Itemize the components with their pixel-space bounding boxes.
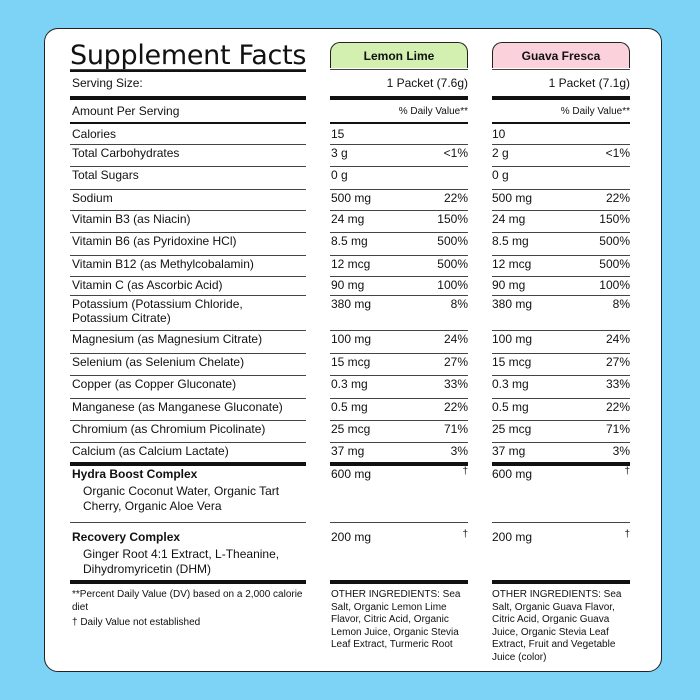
row-rule-2-col2 [492, 189, 630, 190]
footnote-daily-value: **Percent Daily Value (DV) based on a 2,000 calorie diet [72, 589, 303, 613]
row-rule-4-col1 [330, 232, 468, 233]
row-rule-12-col2 [492, 420, 630, 421]
complex-detail-0: Organic Coconut Water, Organic Tart Cherry, Organic Aloe Vera [83, 484, 280, 513]
footnote-dagger: † Daily Value not established [72, 617, 201, 628]
nutrient-name-5: Vitamin B6 (as Pyridoxine HCl) [72, 234, 237, 248]
serving-size-lemon: 1 Packet (7.6g) [386, 76, 468, 90]
amount-guava-10: 15 mcg [492, 355, 532, 369]
nutrient-name-8: Potassium (Potassium Chloride, Potassium Citrate) [72, 297, 243, 325]
serving-rule-col2 [492, 96, 630, 100]
dv-lemon-7: 100% [437, 278, 468, 292]
amount-guava-9: 100 mg [492, 332, 533, 346]
complex-rule-0-col0 [70, 522, 306, 523]
dv-guava-11: 33% [605, 377, 630, 391]
dv-header-guava: % Daily Value** [560, 106, 630, 117]
nutrient-name-4: Vitamin B3 (as Niacin) [72, 212, 191, 226]
row-rule-8-col2 [492, 330, 630, 331]
row-rule-13-col1 [330, 442, 468, 443]
amount-lemon-3: 500 mg [331, 191, 372, 205]
complex-dv-lemon-0: † [462, 466, 468, 477]
amount-lemon-7: 90 mg [331, 278, 365, 292]
amount-guava-8: 380 mg [492, 297, 533, 311]
serving-size-guava: 1 Packet (7.1g) [548, 76, 630, 90]
dv-lemon-6: 500% [437, 257, 468, 271]
amount-lemon-4: 24 mg [331, 212, 365, 226]
dv-lemon-11: 33% [443, 377, 468, 391]
row-rule-5-col2 [492, 255, 630, 256]
dv-guava-5: 500% [599, 234, 630, 248]
dv-lemon-10: 27% [443, 355, 468, 369]
dv-lemon-13: 71% [443, 422, 468, 436]
row-rule-7-col0 [70, 295, 306, 296]
dv-lemon-8: 8% [450, 297, 468, 311]
complex-rule-0-col1 [330, 522, 468, 523]
nutrient-name-7: Vitamin C (as Ascorbic Acid) [72, 278, 223, 292]
row-rule-10-col0 [70, 375, 306, 376]
row-rule-9-col2 [492, 353, 630, 354]
row-rule-9-col1 [330, 353, 468, 354]
title-underline [70, 70, 306, 72]
nutrient-name-9: Magnesium (as Magnesium Citrate) [72, 332, 263, 346]
row-rule-7-col2 [492, 295, 630, 296]
amount-guava-14: 37 mg [492, 444, 526, 458]
dv-guava-3: 22% [605, 191, 630, 205]
nutrient-name-12: Manganese (as Manganese Gluconate) [72, 400, 283, 414]
amount-lemon-11: 0.3 mg [331, 377, 368, 391]
amount-guava-6: 12 mcg [492, 257, 532, 271]
serving-rule-col1 [330, 96, 468, 100]
complex-amount-lemon-1: 200 mg [331, 530, 372, 544]
amount-lemon-14: 37 mg [331, 444, 365, 458]
row-rule-0-col1 [330, 144, 468, 145]
complex-name-1: Recovery Complex [72, 530, 181, 544]
row-rule-10-col1 [330, 375, 468, 376]
row-rule-2-col0 [70, 189, 306, 190]
complex-name-0: Hydra Boost Complex [72, 467, 198, 481]
amount-lemon-12: 0.5 mg [331, 400, 368, 414]
nutrient-name-1: Total Carbohydrates [72, 146, 180, 160]
row-rule-11-col1 [330, 398, 468, 399]
row-rule-6-col1 [330, 276, 468, 277]
row-rule-3-col1 [330, 210, 468, 211]
serving-size-label: Serving Size: [72, 76, 143, 90]
dv-guava-14: 3% [612, 444, 630, 458]
dv-guava-12: 22% [605, 400, 630, 414]
amount-guava-11: 0.3 mg [492, 377, 529, 391]
pill-base-rule-col1 [330, 69, 468, 70]
complex-dv-guava-0: † [624, 466, 630, 477]
row-rule-13-col0 [70, 442, 306, 443]
amount-lemon-10: 15 mcg [331, 355, 371, 369]
amount-guava-0: 10 [492, 127, 506, 141]
dv-guava-13: 71% [605, 422, 630, 436]
dv-lemon-5: 500% [437, 234, 468, 248]
complex-amount-guava-1: 200 mg [492, 530, 533, 544]
complex-amount-guava-0: 600 mg [492, 467, 533, 481]
amount-lemon-9: 100 mg [331, 332, 372, 346]
row-rule-0-col2 [492, 144, 630, 145]
amount-rule-col2 [492, 122, 630, 124]
row-rule-11-col0 [70, 398, 306, 399]
complex-rule-1-col0 [70, 580, 306, 584]
nutrient-name-10: Selenium (as Selenium Chelate) [72, 355, 245, 369]
serving-rule-col0 [70, 96, 306, 100]
complex-rule-1-col2 [492, 580, 630, 584]
row-rule-12-col0 [70, 420, 306, 421]
row-rule-6-col2 [492, 276, 630, 277]
row-rule-1-col0 [70, 166, 306, 167]
other-ingredients-lemon: OTHER INGREDIENTS: Sea Salt, Organic Lemon Lime Flavor, Citric Acid, Organic Lemon Juice, Organic Stevia Leaf Extract, Turmeric Root [331, 589, 461, 650]
dv-lemon-12: 22% [443, 400, 468, 414]
row-rule-7-col1 [330, 295, 468, 296]
dv-lemon-4: 150% [437, 212, 468, 226]
row-rule-1-col2 [492, 166, 630, 167]
nutrient-name-13: Chromium (as Chromium Picolinate) [72, 422, 266, 436]
row-rule-13-col2 [492, 442, 630, 443]
product-tab-lemon-lime: Lemon Lime [330, 42, 468, 68]
dv-guava-4: 150% [599, 212, 630, 226]
dv-guava-8: 8% [612, 297, 630, 311]
row-rule-1-col1 [330, 166, 468, 167]
amount-lemon-0: 15 [331, 127, 345, 141]
dv-lemon-9: 24% [443, 332, 468, 346]
amount-lemon-8: 380 mg [331, 297, 372, 311]
row-rule-5-col0 [70, 255, 306, 256]
complex-rule-0-col2 [492, 522, 630, 523]
amount-lemon-5: 8.5 mg [331, 234, 368, 248]
other-ingredients-guava: OTHER INGREDIENTS: Sea Salt, Organic Guava Flavor, Citric Acid, Organic Guava Juice, Organic Stevia Leaf Extract, Fruit and Vegetable Juice (color) [492, 589, 622, 663]
nutrient-name-3: Sodium [72, 191, 113, 205]
row-rule-12-col1 [330, 420, 468, 421]
row-rule-6-col0 [70, 276, 306, 277]
amount-rule-col0 [70, 122, 306, 124]
dv-guava-1: <1% [605, 146, 630, 160]
dv-header-lemon: % Daily Value** [398, 106, 468, 117]
dv-lemon-3: 22% [443, 191, 468, 205]
dv-guava-10: 27% [605, 355, 630, 369]
amount-guava-5: 8.5 mg [492, 234, 529, 248]
amount-per-serving-label: Amount Per Serving [72, 104, 180, 118]
amount-guava-4: 24 mg [492, 212, 526, 226]
complex-amount-lemon-0: 600 mg [331, 467, 372, 481]
row-rule-14-col0 [70, 462, 306, 466]
complex-rule-1-col1 [330, 580, 468, 584]
amount-guava-7: 90 mg [492, 278, 526, 292]
complex-detail-1: Ginger Root 4:1 Extract, L-Theanine, Dihydromyricetin (DHM) [83, 547, 280, 576]
amount-rule-col1 [330, 122, 468, 124]
nutrient-name-11: Copper (as Copper Gluconate) [72, 377, 237, 391]
row-rule-0-col0 [70, 144, 306, 145]
nutrient-name-6: Vitamin B12 (as Methylcobalamin) [72, 257, 254, 271]
row-rule-8-col0 [70, 330, 306, 331]
row-rule-4-col0 [70, 232, 306, 233]
amount-lemon-2: 0 g [331, 168, 348, 182]
amount-guava-13: 25 mcg [492, 422, 532, 436]
product-tab-guava-fresca: Guava Fresca [492, 42, 630, 68]
amount-guava-2: 0 g [492, 168, 509, 182]
row-rule-4-col2 [492, 232, 630, 233]
pill-base-rule-col2 [492, 69, 630, 70]
dv-guava-9: 24% [605, 332, 630, 346]
row-rule-11-col2 [492, 398, 630, 399]
amount-guava-1: 2 g [492, 146, 509, 160]
row-rule-3-col2 [492, 210, 630, 211]
complex-dv-lemon-1: † [462, 529, 468, 540]
row-rule-3-col0 [70, 210, 306, 211]
dv-guava-7: 100% [599, 278, 630, 292]
complex-dv-guava-1: † [624, 529, 630, 540]
row-rule-8-col1 [330, 330, 468, 331]
amount-lemon-6: 12 mcg [331, 257, 371, 271]
row-rule-2-col1 [330, 189, 468, 190]
nutrient-name-2: Total Sugars [72, 168, 139, 182]
page-title: Supplement Facts [70, 40, 307, 71]
row-rule-10-col2 [492, 375, 630, 376]
amount-guava-3: 500 mg [492, 191, 533, 205]
dv-lemon-1: <1% [443, 146, 468, 160]
pill-base-rule-col0 [70, 69, 306, 70]
amount-lemon-13: 25 mcg [331, 422, 371, 436]
dv-lemon-14: 3% [450, 444, 468, 458]
amount-guava-12: 0.5 mg [492, 400, 529, 414]
amount-lemon-1: 3 g [331, 146, 348, 160]
row-rule-9-col0 [70, 353, 306, 354]
nutrient-name-14: Calcium (as Calcium Lactate) [72, 444, 229, 458]
nutrient-name-0: Calories [72, 127, 117, 141]
row-rule-5-col1 [330, 255, 468, 256]
dv-guava-6: 500% [599, 257, 630, 271]
